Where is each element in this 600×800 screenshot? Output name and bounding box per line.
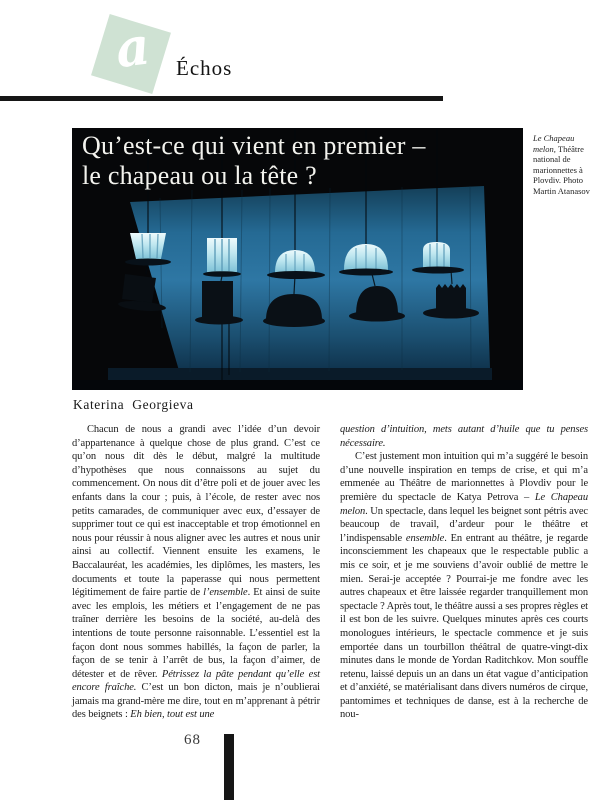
article-column-left [72, 423, 320, 722]
caption-text: Théâtre national de marionnettes à Plovdiv. Photo Martin Atanasov [533, 143, 590, 196]
article-body [72, 423, 588, 722]
glowing-hat-icon [130, 233, 166, 259]
hat-brim-disc [412, 267, 464, 274]
article-paragraph: question d’intuition, mets autant d’huile que tu penses nécessaire. [340, 424, 588, 449]
dark-hat-brim [349, 311, 405, 322]
hat-brim-disc [267, 271, 325, 279]
dark-hat-brim [423, 308, 479, 319]
dark-top-hat-icon [122, 274, 156, 303]
section-title: Échos [176, 56, 233, 80]
article-headline [82, 131, 426, 191]
article-column-right [340, 423, 588, 722]
stage-photo [72, 128, 523, 390]
stage-front-edge [72, 380, 523, 390]
footer-bar [224, 734, 234, 800]
author-name: Katerina Georgieva [73, 397, 194, 412]
headline-line-2: le chapeau ou la tête ? [82, 161, 317, 190]
dark-hat-brim [195, 316, 243, 325]
header-rule [0, 96, 443, 101]
hat-brim-disc [203, 271, 241, 277]
stage-floor [108, 368, 492, 380]
page-number: 68 [184, 732, 201, 748]
screen-backdrop [130, 186, 490, 374]
headline-line-1: Qu’est-ce qui vient en premier – [82, 131, 426, 160]
photo-caption [533, 133, 595, 196]
dark-top-hat-icon [202, 281, 233, 319]
hat-brim-disc [339, 269, 393, 276]
article-paragraph: Chacun de nous a grandi avec l’idée d’un devoir d’appartenance à quelque chose de plus grand. C’est ce qu’on nous dit dès le début, malgré la multitude d’hypothèses que nous connaissons au sujet du commencement. On nous dit d’être poli et de jouer avec les enfants dans la cour ; puis, à l’école, de rester avec nos petits camarades, de communiquer avec eux, d’essayer de supprimer tout ce qui est inacceptable et trop émotionnel en nous pour réussir à nous aligner avec les autres et nous unir ainsi au collectif. Viennent ensuite les examens, le Baccalauréat, les académies, les diplômes, les masters, les documents et toute la paperasse qui nous permettent légitimement de faire partie de l’ensemble. Et ainsi de suite avec les emplois, les métiers et l’engagement de ne pas traîner derrière les besoins de la société, au-delà des intentions de toute personne raisonnable. L’essentiel est la façon dont nous sommes habillés, la façon de parler, la façon de se tenir à l’arrêt de bus, la façon d’aimer, de détester et de rêver. Pétrissez la pâte pendant qu’elle est encore fraîche. C’est un bon dicton, mais je n’oublierai jamais ma grand-mère me dire, tout en m’apprenant à pétrir des beignets : Eh bien, tout est une [72, 424, 321, 721]
logo-a-icon: a [112, 15, 154, 81]
article-paragraph: C’est justement mon intuition qui m’a suggéré le besoin d’une nouvelle inspiration en temps de crise, et qui m’a emmenée au Théâtre de marionnettes à Plovdiv pour le première du spectacle de Katya Petrova – Le Chapeau melon. Un spectacle, dans lequel les beignet sont pétris avec beaucoup de travail, d’ardeur pour le théâtre et l’indispensable ensemble. En entrant au théâtre, je regarde inconsciemment les chapeaux que le respectable public a mis ce soir, et je me souviens d’avoir oublié de mettre le mien. Serai-je acceptée ? Pourrai-je me fondre avec les autres chapeaux et être laissée regarder tranquillement mon spectacle ? Après tout, le théâtre aussi a ses propres règles et il est bon de les suivre. Quelques minutes après ces courts monologues intérieurs, le spectacle commence et je suis emportée dans un tourbillon théâtral de quatre-vingt-dix minutes dans le monde de Yordan Raditchkov. Mon souffle retenu, laissé depuis un an dans un état vague d’anticipation et d’anxiété, se matérialisant dans divers numéros de cirque, pantomimes et techniques de danse, est à la recherche de nou- [340, 451, 588, 721]
section-logo-diamond-icon [91, 14, 171, 94]
hat-brim-disc [125, 259, 171, 266]
dark-hat-brim [263, 315, 325, 327]
caption-work-title: Le Chapeau melon, [533, 133, 575, 154]
